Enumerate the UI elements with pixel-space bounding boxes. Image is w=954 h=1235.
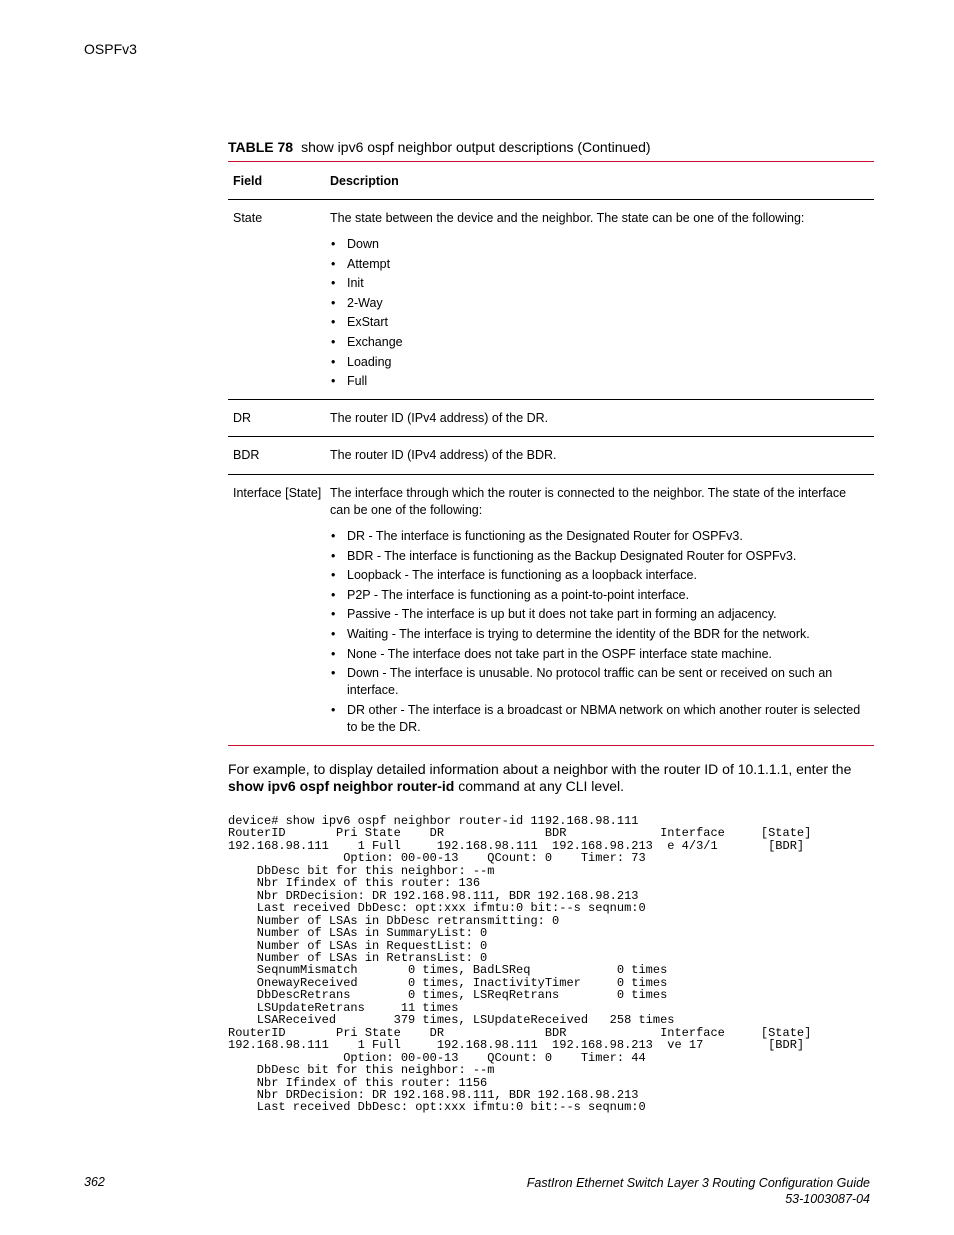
guide-title: FastIron Ethernet Switch Layer 3 Routing Configuration Guide <box>526 1176 870 1190</box>
list-item: • Loading <box>330 354 865 374</box>
row-bdr-field: BDR <box>233 448 260 462</box>
command-name: show ipv6 ospf neighbor router-id <box>228 778 455 794</box>
row-dr-description: The router ID (IPv4 address) of the DR. <box>330 411 549 425</box>
list-item: • Passive - The interface is up but it does not take part in forming an adjacency. <box>330 606 865 623</box>
table-bottom-rule <box>228 745 874 746</box>
row-interface-description: The interface through which the router is connected to the neighbor. The state of the interface can be one of the following: <box>330 486 847 517</box>
list-item: • Waiting - The interface is trying to determine the identity of the BDR for the network. <box>330 626 865 643</box>
list-item: • BDR - The interface is functioning as the Backup Designated Router for OSPFv3. <box>330 548 865 565</box>
example-intro-paragraph <box>228 761 868 795</box>
row-state-field: State <box>233 211 263 225</box>
list-item: • Loopback - The interface is functioning as a loopback interface. <box>330 567 865 584</box>
row-rule <box>228 474 874 475</box>
row-interface-field: Interface [State] <box>233 486 322 500</box>
list-item: • DR other - The interface is a broadcast or NBMA network on which another router is selected to be the DR. <box>330 702 865 736</box>
table-caption <box>228 139 651 155</box>
list-item: • None - The interface does not take part in the OSPF interface state machine. <box>330 646 865 663</box>
list-item: • Attempt <box>330 256 865 276</box>
list-item: • 2-Way <box>330 295 865 315</box>
table-label: TABLE 78 <box>228 139 294 155</box>
row-rule <box>228 436 874 437</box>
table-top-rule <box>228 161 874 162</box>
list-item: • DR - The interface is functioning as the Designated Router for OSPFv3. <box>330 528 865 545</box>
interface-state-list <box>330 528 865 738</box>
row-state-description: The state between the device and the neighbor. The state can be one of the following: <box>330 211 805 225</box>
list-item: • P2P - The interface is functioning as a point-to-point interface. <box>330 587 865 604</box>
column-header-description: Description <box>330 174 399 188</box>
list-item: • Exchange <box>330 334 865 354</box>
row-bdr-description: The router ID (IPv4 address) of the BDR. <box>330 448 557 462</box>
footer-guide-info <box>527 1175 870 1207</box>
running-header: OSPFv3 <box>84 41 137 57</box>
row-rule <box>228 399 874 400</box>
table-caption-text: show ipv6 ospf neighbor output descriptions (Continued) <box>301 139 651 155</box>
list-item: • Init <box>330 275 865 295</box>
intro-text-before: For example, to display detailed information about a neighbor with the router ID of 10.1.1.1, enter the <box>228 761 852 777</box>
row-dr-field: DR <box>233 411 252 425</box>
list-item: • ExStart <box>330 314 865 334</box>
state-list <box>330 236 865 393</box>
intro-text-after: command at any CLI level. <box>454 778 624 794</box>
list-item: • Down - The interface is unusable. No protocol traffic can be sent or received on such an interface. <box>330 665 865 699</box>
header-rule <box>228 199 874 200</box>
cli-output-block: device# show ipv6 ospf neighbor router-id 1192.168.98.111 RouterID Pri State DR BDR Interface [State] 192.168.98.111 1 Full 192.168.98.111 192.168.98.213 e 4/3/1 [BDR] Option: 00-00-13 QCount: 0 Timer: 73 DbDesc bit for this neighbor: --m Nbr Ifindex of this router: 136 Nbr DRDecision: DR 192.168.98.111, BDR 192.168.98.213 Last received DbDesc: opt:xxx ifmtu:0 bit:--s seqnum:0 Number of LSAs in DbDesc retransmitting: 0 Number of LSAs in SummaryList: 0 Number of LSAs in RequestList: 0 Number of LSAs in RetransList: 0 SeqnumMismatch 0 times, BadLSReq 0 times OnewayReceived 0 times, InactivityTimer 0 times DbDescRetrans 0 times, LSReqRetrans 0 times LSUpdateRetrans 11 times LSAReceived 379 times, LSUpdateReceived 258 times RouterID Pri State DR BDR Interface [State] 192.168.98.111 1 Full 192.168.98.111 192.168.98.213 ve 17 [BDR] Option: 00-00-13 QCount: 0 Timer: 44 DbDesc bit for this neighbor: --m Nbr Ifindex of this router: 1156 Nbr DRDecision: DR 192.168.98.111, BDR 192.168.98.213 Last received DbDesc: opt:xxx ifmtu:0 bit:--s seqnum:0 <box>228 814 812 1115</box>
list-item: • Down <box>330 236 865 256</box>
page-number: 362 <box>84 1175 105 1189</box>
list-item: • Full <box>330 373 865 393</box>
column-header-field: Field <box>233 174 263 188</box>
doc-number: 53-1003087-04 <box>785 1192 870 1206</box>
